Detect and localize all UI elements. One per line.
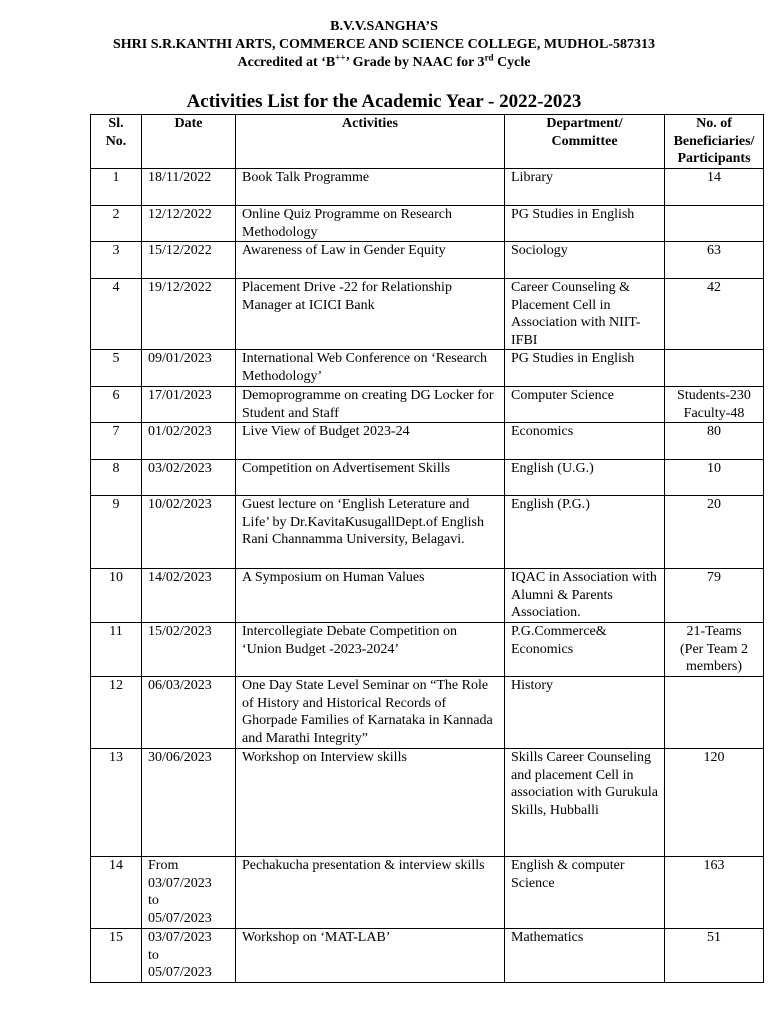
sl-cell: 14 <box>91 857 142 929</box>
activity-cell: A Symposium on Human Values <box>236 569 505 623</box>
table-row <box>91 387 764 423</box>
activity-cell: Demoprogramme on creating DG Locker for Student and Staff <box>236 387 505 423</box>
table-row <box>91 677 764 749</box>
sl-cell: 11 <box>91 623 142 677</box>
sl-cell: 7 <box>91 423 142 460</box>
activity-cell: Intercollegiate Debate Competition on ‘Union Budget -2023-2024’ <box>236 623 505 677</box>
table-row <box>91 242 764 279</box>
table-row <box>91 460 764 496</box>
department-cell: Skills Career Counseling and placement Cell in association with Gurukula Skills, Hubballi <box>505 749 665 857</box>
department-cell: PG Studies in English <box>505 350 665 387</box>
department-cell: Library <box>505 169 665 206</box>
beneficiaries-cell: 120 <box>665 749 764 857</box>
beneficiaries-cell: 163 <box>665 857 764 929</box>
sl-cell: 3 <box>91 242 142 279</box>
department-cell: English & computer Science <box>505 857 665 929</box>
table-row <box>91 169 764 206</box>
date-cell: 15/12/2022 <box>142 242 236 279</box>
header-activities: Activities <box>236 115 505 169</box>
table-row <box>91 569 764 623</box>
sl-cell: 10 <box>91 569 142 623</box>
activity-cell: International Web Conference on ‘Research Methodology’ <box>236 350 505 387</box>
activity-cell: Pechakucha presentation & interview skills <box>236 857 505 929</box>
sl-cell: 2 <box>91 206 142 242</box>
department-cell: Computer Science <box>505 387 665 423</box>
header-date: Date <box>142 115 236 169</box>
date-cell: 14/02/2023 <box>142 569 236 623</box>
table-row <box>91 496 764 569</box>
beneficiaries-cell: 63 <box>665 242 764 279</box>
beneficiaries-cell: 51 <box>665 929 764 983</box>
beneficiaries-cell: 21-Teams (Per Team 2 members) <box>665 623 764 677</box>
table-row <box>91 929 764 983</box>
sl-cell: 12 <box>91 677 142 749</box>
table-row <box>91 623 764 677</box>
department-cell: PG Studies in English <box>505 206 665 242</box>
activity-cell: Competition on Advertisement Skills <box>236 460 505 496</box>
activity-cell: Workshop on ‘MAT-LAB’ <box>236 929 505 983</box>
beneficiaries-cell <box>665 206 764 242</box>
beneficiaries-cell <box>665 677 764 749</box>
department-cell: P.G.Commerce& Economics <box>505 623 665 677</box>
table-row <box>91 749 764 857</box>
sl-cell: 5 <box>91 350 142 387</box>
date-cell: From 03/07/2023 to 05/07/2023 <box>142 857 236 929</box>
table-row <box>91 857 764 929</box>
sl-cell: 8 <box>91 460 142 496</box>
table-row <box>91 279 764 350</box>
sl-cell: 13 <box>91 749 142 857</box>
beneficiaries-cell: 14 <box>665 169 764 206</box>
college-header <box>0 18 768 72</box>
activity-cell: Placement Drive -22 for Relationship Manager at ICICI Bank <box>236 279 505 350</box>
date-cell: 17/01/2023 <box>142 387 236 423</box>
beneficiaries-cell: 20 <box>665 496 764 569</box>
college-name: SHRI S.R.KANTHI ARTS, COMMERCE AND SCIENCE COLLEGE, MUDHOL-587313 <box>112 37 656 52</box>
sl-cell: 6 <box>91 387 142 423</box>
page-title: Activities List for the Academic Year - 2022-2023 <box>186 91 582 112</box>
activities-table <box>90 114 764 983</box>
date-cell: 09/01/2023 <box>142 350 236 387</box>
date-cell: 06/03/2023 <box>142 677 236 749</box>
date-cell: 18/11/2022 <box>142 169 236 206</box>
activity-cell: Workshop on Interview skills <box>236 749 505 857</box>
table-row <box>91 423 764 460</box>
table-row <box>91 350 764 387</box>
activity-cell: Live View of Budget 2023-24 <box>236 423 505 460</box>
department-cell: History <box>505 677 665 749</box>
beneficiaries-cell: Students-230 Faculty-48 <box>665 387 764 423</box>
department-cell: English (U.G.) <box>505 460 665 496</box>
date-cell: 30/06/2023 <box>142 749 236 857</box>
beneficiaries-cell: 42 <box>665 279 764 350</box>
date-cell: 03/02/2023 <box>142 460 236 496</box>
sl-cell: 4 <box>91 279 142 350</box>
header-sl-no: Sl. No. <box>91 115 142 169</box>
accreditation-line: Accredited at ‘B++’ Grade by NAAC for 3rd Cycle <box>237 52 531 70</box>
beneficiaries-cell <box>665 350 764 387</box>
department-cell: English (P.G.) <box>505 496 665 569</box>
date-cell: 15/02/2023 <box>142 623 236 677</box>
table-row <box>91 206 764 242</box>
sl-cell: 15 <box>91 929 142 983</box>
header-beneficiaries: No. of Beneficiaries/ Participants <box>665 115 764 169</box>
table-header-row <box>91 115 764 169</box>
activity-cell: Awareness of Law in Gender Equity <box>236 242 505 279</box>
sl-cell: 9 <box>91 496 142 569</box>
beneficiaries-cell: 79 <box>665 569 764 623</box>
activity-cell: Online Quiz Programme on Research Methodology <box>236 206 505 242</box>
sl-cell: 1 <box>91 169 142 206</box>
date-cell: 03/07/2023 to 05/07/2023 <box>142 929 236 983</box>
header-department: Department/ Committee <box>505 115 665 169</box>
date-cell: 01/02/2023 <box>142 423 236 460</box>
activity-cell: Book Talk Programme <box>236 169 505 206</box>
society-name: B.V.V.SANGHA’S <box>330 19 438 34</box>
activity-cell: Guest lecture on ‘English Leterature and Life’ by Dr.KavitaKusugallDept.of English Rani Channamma University, Belagavi. <box>236 496 505 569</box>
department-cell: Economics <box>505 423 665 460</box>
beneficiaries-cell: 10 <box>665 460 764 496</box>
date-cell: 12/12/2022 <box>142 206 236 242</box>
activity-cell: One Day State Level Seminar on “The Role of History and Historical Records of Ghorpade Families of Karnataka in Kannada and Marathi Integrity” <box>236 677 505 749</box>
department-cell: IQAC in Association with Alumni & Parents Association. <box>505 569 665 623</box>
department-cell: Career Counseling & Placement Cell in Association with NIIT-IFBI <box>505 279 665 350</box>
date-cell: 10/02/2023 <box>142 496 236 569</box>
date-cell: 19/12/2022 <box>142 279 236 350</box>
beneficiaries-cell: 80 <box>665 423 764 460</box>
department-cell: Sociology <box>505 242 665 279</box>
department-cell: Mathematics <box>505 929 665 983</box>
